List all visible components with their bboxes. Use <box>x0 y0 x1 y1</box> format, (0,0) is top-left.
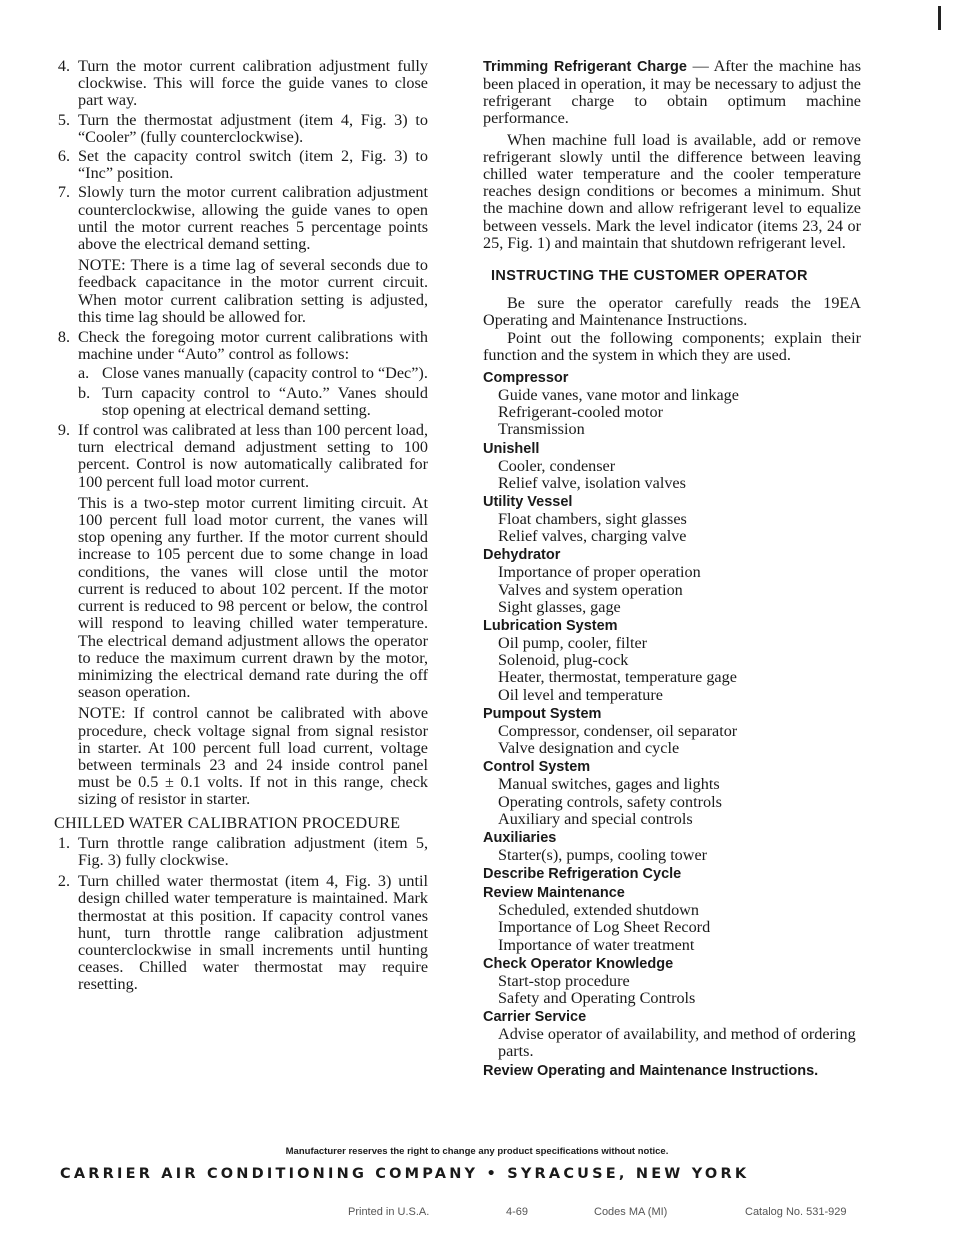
group-item: Relief valves, charging valve <box>498 527 687 546</box>
group-item: Sight glasses, gage <box>498 597 621 616</box>
cw-step-2: 2. Turn chilled water thermostat (item 4, Fig. 3) until design chilled water temperature is maintained. Mark thermostat at this position. If capacity control vanes hunt, turn throttle range calibration adjustment counterclockwise in small increments until hunting ceases. Chilled water thermostat may require resetting. <box>57 872 428 994</box>
instructing-para-1: Be sure the operator carefully reads the 19EA Operating and Maintenance Instructions. <box>483 294 861 330</box>
group-item: Transmission <box>498 420 585 439</box>
step-5: 5. Turn the thermostat adjustment (item 4, Fig. 3) to “Cooler” (fully counterclockwise). <box>57 110 428 146</box>
left-column <box>50 58 428 996</box>
group-heading: Pumpout System <box>483 705 602 722</box>
group-item: Importance of proper operation <box>498 563 701 582</box>
step-8a: a. Close vanes manually (capacity control to “Dec”). <box>78 364 428 383</box>
group-heading: Dehydrator <box>483 547 561 564</box>
group-heading: Describe Refrigeration Cycle <box>483 866 682 883</box>
group-item: Oil level and temperature <box>498 685 663 704</box>
group-heading: Auxiliaries <box>483 829 557 846</box>
group-heading: Review Maintenance <box>483 885 625 902</box>
step-6: 6. Set the capacity control switch (item 2, Fig. 3) to “Inc” position. <box>57 147 428 183</box>
group-item: Cooler, condenser <box>498 456 616 475</box>
group-item: Auxiliary and special controls <box>498 809 693 828</box>
group-item: Valves and system operation <box>498 580 683 599</box>
group-item: Safety and Operating Controls <box>498 988 696 1007</box>
step-8b: b. Turn capacity control to “Auto.” Vanes should stop opening at electrical demand setting. <box>78 383 428 419</box>
trimming-paragraph: Trimming Refrigerant Charge — After the machine has been placed in operation, it may be necessary to adjust the refrigerant charge to obtain optimum machine performance. <box>483 57 862 128</box>
group-heading: Control System <box>483 759 591 776</box>
component-list <box>483 370 861 1079</box>
catalog-number: Catalog No. 531-929 <box>745 1206 847 1218</box>
group-item: Heater, thermostat, temperature gage <box>498 668 737 687</box>
group-item: Operating controls, safety controls <box>498 792 722 811</box>
disclaimer: Manufacturer reserves the right to change any product specifications without notice. <box>285 1146 669 1157</box>
group-item: Starter(s), pumps, cooling tower <box>498 845 708 864</box>
trimming-heading: Trimming Refrigerant Charge <box>483 59 687 75</box>
right-column <box>483 58 861 1080</box>
group-heading: Review Operating and Maintenance Instructions. <box>483 1062 819 1079</box>
group-item: Guide vanes, vane motor and linkage <box>498 386 739 405</box>
step-8: 8. Check the foregoing motor current calibrations with machine under “Auto” control as follows: <box>57 328 428 364</box>
group-heading: Lubrication System <box>483 618 618 635</box>
instructing-para-2: Point out the following components; explain their function and the system in which they are used. <box>483 328 861 364</box>
group-item: Scheduled, extended shutdown <box>498 901 699 920</box>
printed-label: Printed in U.S.A. <box>348 1206 430 1218</box>
group-heading: Compressor <box>483 370 569 387</box>
trimming-paragraph-2: When machine full load is available, add or remove refrigerant slowly until the difference between leaving chilled water temperature and the cooler temperature reaches design conditions or becomes a minimum. Shut the machine down and allow refrigerant level to equalize between vessels. Mark the level indicator (items 23, 24 or 25, Fig. 1) and maintain that shutdown refrigerant level. <box>483 130 861 252</box>
step-4: 4. Turn the motor current calibration adjustment fully clockwise. This will force the guide vanes to close part way. <box>57 57 428 110</box>
group-item: Importance of Log Sheet Record <box>498 918 711 937</box>
step-7: 7. Slowly turn the motor current calibration adjustment counterclockwise, allowing the guide vanes to open until the motor current reaches 5 percentage points above the electrical demand setting. <box>57 183 428 254</box>
group-heading: Carrier Service <box>483 1009 587 1026</box>
footer-meta <box>0 1206 954 1226</box>
group-item: Float chambers, sight glasses <box>498 510 687 529</box>
group-item: Valve designation and cycle <box>498 739 680 758</box>
company-line: CARRIER AIR CONDITIONING COMPANY • SYRACUSE, NEW YORK <box>60 1166 750 1182</box>
group-item: Compressor, condenser, oil separator <box>498 721 738 740</box>
chilled-water-heading: CHILLED WATER CALIBRATION PROCEDURE <box>54 813 401 832</box>
group-item: Refrigerant-cooled motor <box>498 403 663 422</box>
group-item: Manual switches, gages and lights <box>498 775 720 794</box>
scan-edge-mark <box>938 6 941 30</box>
two-step-explanation: This is a two-step motor current limiting circuit. At 100 percent full load motor current, the vanes will stop opening any further. If the motor current should increase to 105 percent due to some change in load conditions, the vanes will close until the motor current is reduced to about 102 percent. If the motor current is reduced to 98 percent or below, the control will respond to leaving chilled water temperature. The electrical demand adjustment allows the operator to reduce the maximum current drawn by the motor, minimizing the electrical demand rate during the off season operation. <box>78 493 428 702</box>
group-item: Solenoid, plug-cock <box>498 651 629 670</box>
step-9: 9. If control was calibrated at less than 100 percent load, turn electrical demand adjustment setting to 100 percent. Control is now automatically calibrated for 100 percent full load motor current. <box>57 421 428 491</box>
group-heading: Utility Vessel <box>483 494 573 511</box>
group-item: Start-stop procedure <box>498 971 630 990</box>
group-heading: Check Operator Knowledge <box>483 955 674 972</box>
note-time-lag: NOTE: There is a time lag of several seconds due to feedback capacitance in the motor current circuit. When motor current calibration setting is adjusted, this time lag should be allowed for. <box>78 256 428 326</box>
group-item: Oil pump, cooler, filter <box>498 634 648 653</box>
group-item: Importance of water treatment <box>498 935 695 954</box>
coder-label: Codes MA (MI) <box>594 1206 668 1218</box>
date-code: 4-69 <box>506 1206 529 1218</box>
note-voltage-signal: NOTE: If control cannot be calibrated with above procedure, check voltage signal from signal resistor in starter. At 100 percent full load current, voltage between terminals 23 and 24 inside control panel must be 0.5 ± 0.1 volts. If not in this range, check sizing of resistor in starter. <box>78 704 428 809</box>
instructing-heading: INSTRUCTING THE CUSTOMER OPERATOR <box>491 268 808 285</box>
group-item: Relief valve, isolation valves <box>498 473 686 492</box>
group-item: Advise operator of availability, and method of ordering parts. <box>498 1025 856 1061</box>
group-heading: Unishell <box>483 440 540 457</box>
cw-step-1: 1. Turn throttle range calibration adjustment (item 5, Fig. 3) fully clockwise. <box>57 833 428 869</box>
